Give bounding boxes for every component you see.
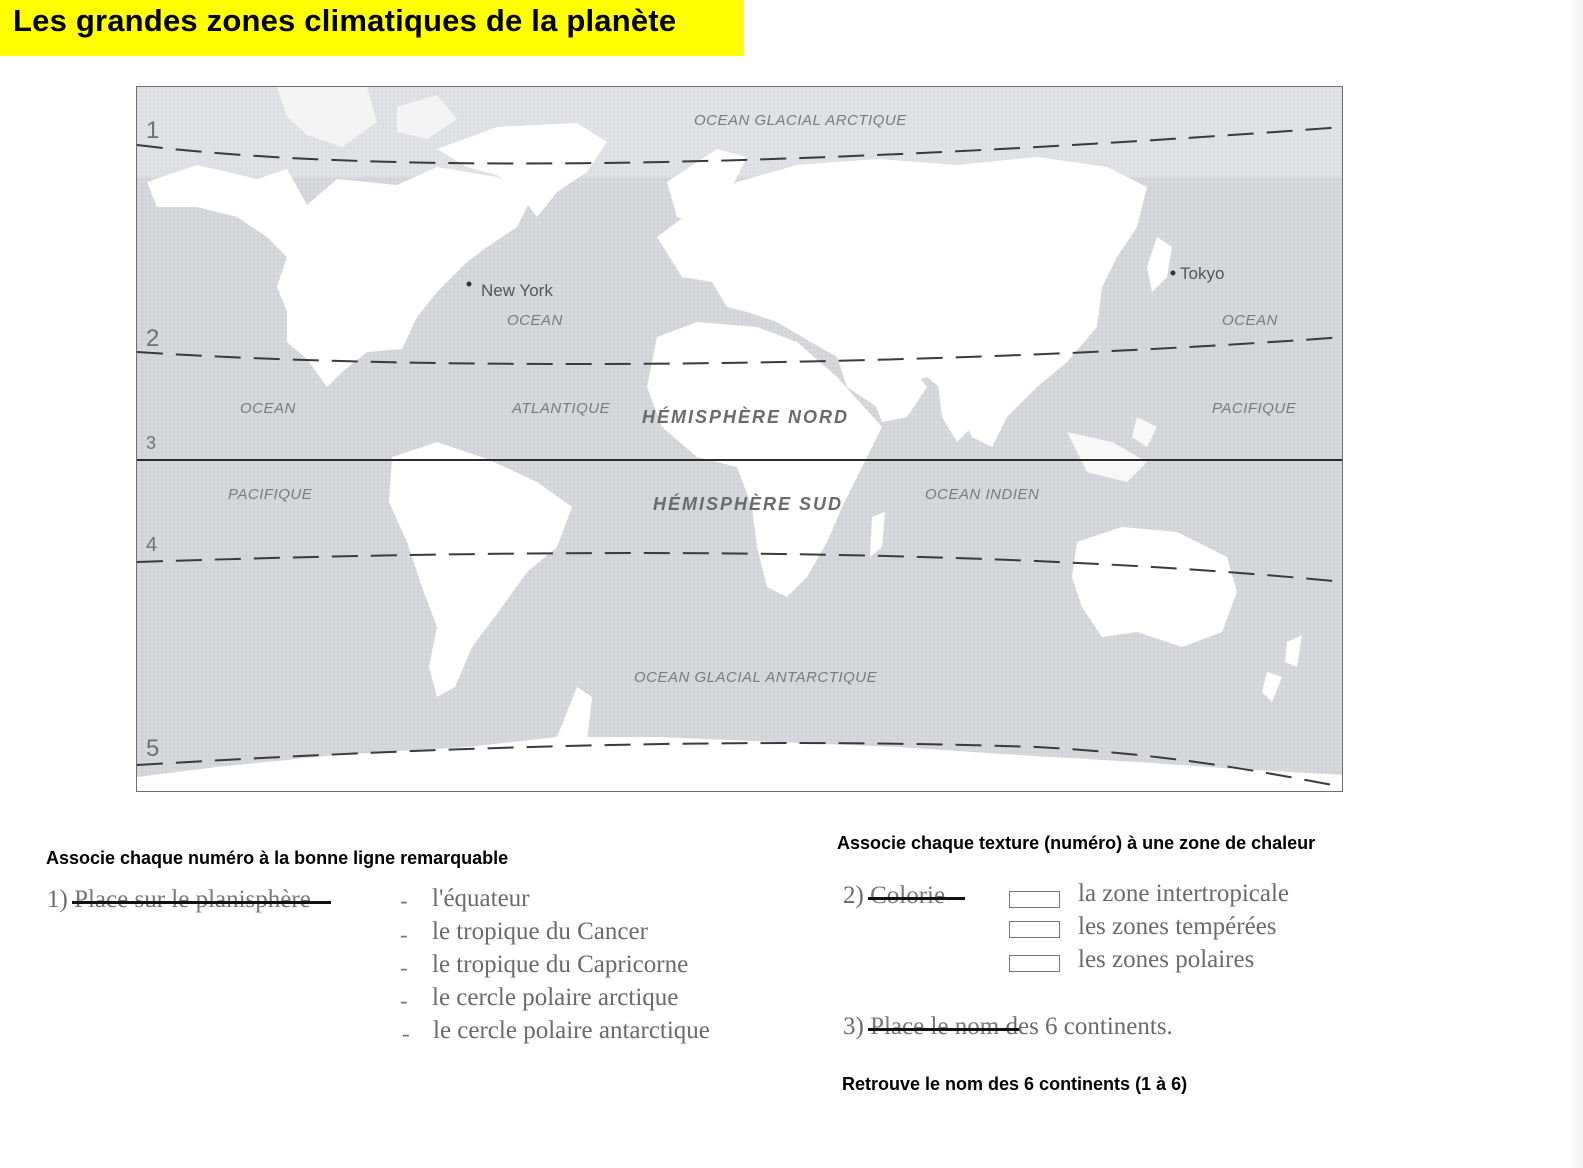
section2-number: 2): [843, 882, 864, 909]
zone-item-intertropical: la zone intertropicale: [1078, 880, 1289, 907]
list-item-equator: l'équateur: [432, 885, 530, 912]
label-tokyo: Tokyo: [1180, 264, 1225, 283]
label-ocean-pacific-west: OCEAN: [240, 400, 296, 417]
label-ocean-pacific-east: OCEAN: [1222, 312, 1278, 329]
label-hemisphere-sud: HÉMISPHÈRE SUD: [653, 494, 844, 514]
label-ocean-indien: OCEAN INDIEN: [925, 486, 1040, 503]
label-new-york: New York: [481, 281, 553, 300]
texture-box-intertropical[interactable]: [1009, 891, 1060, 908]
zone-item-polar: les zones polaires: [1078, 946, 1255, 973]
line-number-5: 5: [146, 735, 160, 762]
zone-item-temperate: les zones tempérées: [1078, 913, 1277, 940]
section1-number: 1): [47, 886, 68, 913]
section1-instruction: Associe chaque numéro à la bonne ligne remarquable: [46, 848, 509, 868]
list-dash: -: [400, 955, 408, 980]
label-ocean-atlantic-north: OCEAN: [507, 312, 563, 329]
page-title: Les grandes zones climatiques de la planète: [13, 3, 677, 38]
tokyo-dot: [1171, 271, 1176, 276]
world-map-drawing: [137, 87, 1343, 792]
section2-instruction: Associe chaque texture (numéro) à une zone de chaleur: [837, 833, 1316, 853]
list-item-tropic-capricorn: le tropique du Capricorne: [432, 951, 689, 978]
list-item-tropic-cancer: le tropique du Cancer: [432, 918, 648, 945]
list-dash: -: [402, 1021, 410, 1046]
section3-rest-text: des 6 continents.: [999, 1013, 1173, 1040]
line-number-3: 3: [146, 433, 157, 453]
section1-struck-text: Place sur le planisphère: [74, 886, 311, 913]
section2-struck-text: Colorie: [870, 882, 946, 909]
list-item-antarctic-circle: le cercle polaire antarctique: [433, 1017, 710, 1044]
label-atlantique: ATLANTIQUE: [512, 400, 611, 417]
section3-number: 3): [843, 1013, 864, 1040]
section3-struck-text: Place le nom: [870, 1013, 1000, 1040]
section2-heading: [843, 882, 945, 910]
section1-heading: [47, 886, 311, 914]
title-banner: [0, 0, 744, 56]
new-york-dot: [467, 282, 472, 287]
line-number-2: 2: [146, 325, 160, 352]
texture-box-polar[interactable]: [1009, 955, 1060, 972]
section3-instruction: Retrouve le nom des 6 continents (1 à 6): [842, 1074, 1188, 1094]
line-number-1: 1: [146, 117, 160, 144]
list-dash: -: [400, 922, 408, 947]
label-hemisphere-nord: HÉMISPHÈRE NORD: [642, 407, 850, 427]
line-number-4: 4: [146, 534, 158, 556]
world-map: [136, 86, 1343, 792]
label-pacifique-west: PACIFIQUE: [228, 486, 313, 503]
list-dash: -: [400, 988, 408, 1013]
scan-edge: [1569, 0, 1583, 1168]
label-pacifique-east: PACIFIQUE: [1212, 400, 1297, 417]
label-arctic-ocean: OCEAN GLACIAL ARCTIQUE: [694, 112, 907, 129]
texture-box-temperate[interactable]: [1009, 921, 1060, 938]
list-dash: -: [400, 888, 408, 913]
list-item-arctic-circle: le cercle polaire arctique: [432, 984, 679, 1011]
section3-heading: [843, 1013, 1173, 1041]
label-antarctic-ocean: OCEAN GLACIAL ANTARCTIQUE: [634, 669, 878, 686]
